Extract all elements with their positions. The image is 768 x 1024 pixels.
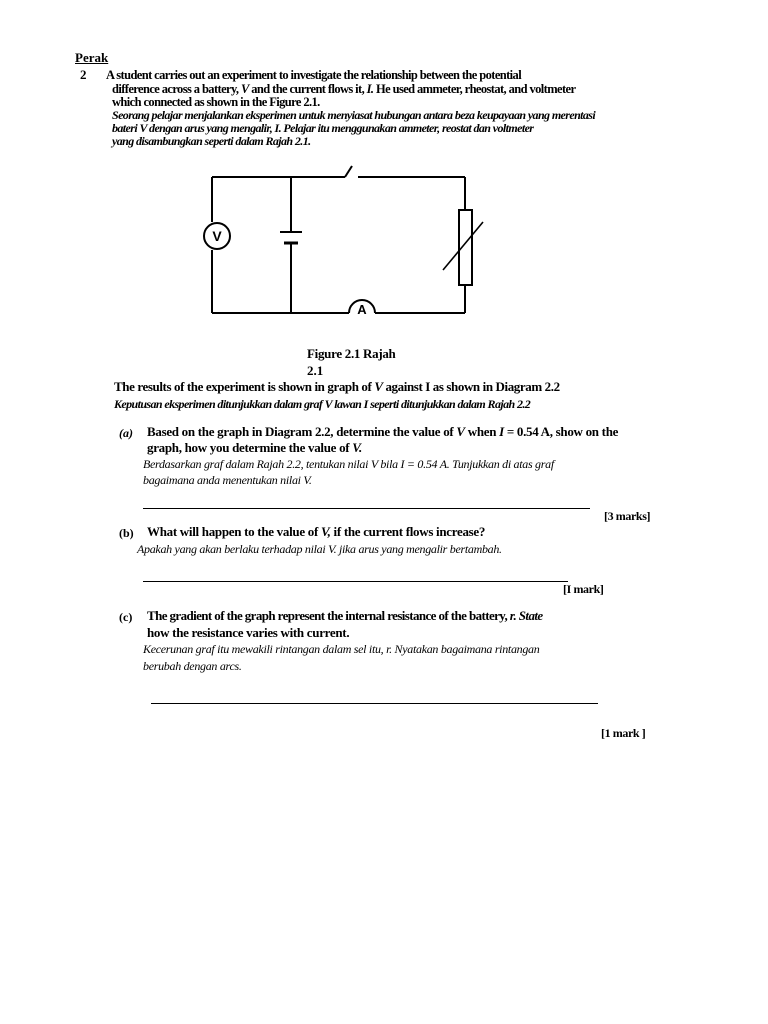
- question-b-label: (b): [119, 526, 134, 540]
- question-c-marks: [1 mark ]: [601, 726, 646, 740]
- figure-caption-line1: Figure 2.1 Rajah: [307, 346, 396, 361]
- question-c-en-line2: how the resistance varies with current.: [147, 625, 350, 640]
- question-b-marks: [I mark]: [563, 582, 604, 596]
- question-number: 2: [80, 67, 87, 82]
- question-a-ms-line2: bagaimana anda menentukan nilai V.: [143, 473, 312, 487]
- intro-en-line3: which connected as shown in the Figure 2.1.: [112, 95, 320, 109]
- question-c-ms-line1: Kecerunan graf itu mewakili rintangan dalam sel itu, r. Nyatakan bagaimana rintangan: [143, 642, 540, 656]
- results-ms: Keputusan eksperimen ditunjukkan dalam graf V lawan I seperti ditunjukkan dalam Rajah 2.2: [114, 397, 531, 411]
- question-a-en-line2: graph, how you determine the value of V.: [147, 440, 362, 455]
- rheostat-arrow: [443, 222, 483, 270]
- intro-ms-line1: Seorang pelajar menjalankan eksperimen untuk menyiasat hubungan antara beza keupayaan yang merentasi: [112, 108, 596, 122]
- voltmeter-label: V: [212, 228, 222, 244]
- intro-ms-line3: yang disambungkan seperti dalam Rajah 2.1.: [112, 134, 311, 148]
- answer-line-c[interactable]: [151, 703, 598, 704]
- circuit-diagram: [195, 160, 485, 325]
- question-b-en: What will happen to the value of V, if the current flows increase?: [147, 524, 486, 539]
- question-c-ms-line2: berubah dengan arcs.: [143, 659, 242, 673]
- answer-line-a[interactable]: [143, 508, 590, 509]
- question-a-marks: [3 marks]: [604, 509, 651, 523]
- question-c-en-line1: The gradient of the graph represent the internal resistance of the battery, r. State: [147, 608, 543, 623]
- question-a-label: (a): [119, 426, 133, 440]
- state-label: Perak: [75, 50, 109, 65]
- answer-line-b[interactable]: [143, 581, 568, 582]
- intro-ms-line2: bateri V dengan arus yang mengalir, I. Pelajar itu menggunakan ammeter, reostat dan voltmeter: [112, 121, 534, 135]
- question-c-label: (c): [119, 610, 133, 624]
- ammeter-label: A: [357, 302, 367, 317]
- question-a-en-line1: Based on the graph in Diagram 2.2, determine the value of V when I = 0.54 A, show on the: [147, 424, 619, 439]
- intro-en-line1: A student carries out an experiment to investigate the relationship between the potential: [106, 68, 522, 82]
- intro-en-line2: difference across a battery, V and the current flows it, I. He used ammeter, rheostat, and voltmeter: [112, 82, 576, 96]
- question-a-ms-line1: Berdasarkan graf dalam Rajah 2.2, tentukan nilai V bila I = 0.54 A. Tunjukkan di atas graf: [143, 457, 554, 471]
- question-b-ms: Apakah yang akan berlaku terhadap nilai V. jika arus yang mengalir bertambah.: [137, 542, 502, 556]
- figure-caption-line2: 2.1: [307, 363, 324, 378]
- results-en: The results of the experiment is shown in graph of V against I as shown in Diagram 2.2: [114, 379, 560, 394]
- switch-lever: [345, 166, 352, 177]
